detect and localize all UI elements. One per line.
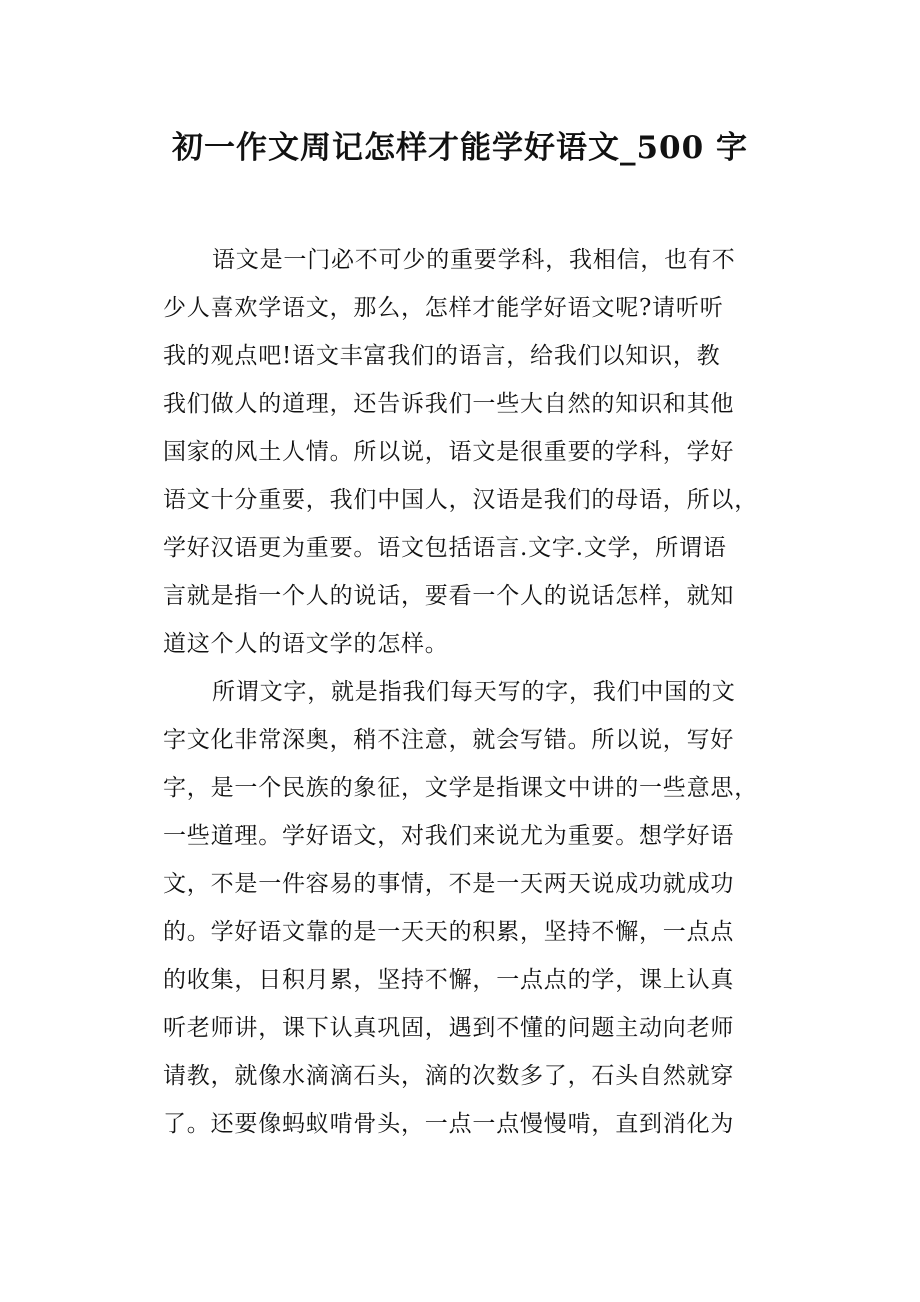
paragraph-2-line: 的。学好语文靠的是一天天的积累，坚持不懈，一点点 [163,919,735,945]
paragraph-1-line: 我的观点吧!语文丰富我们的语言，给我们以知识，教 [163,343,721,369]
paragraph-1-line: 我们做人的道理，还告诉我们一些大自然的知识和其他 [163,391,735,417]
document-body [163,236,763,1148]
paragraph-2-line: 字，是一个民族的象征，文学是指课文中讲的一些意思， [163,775,758,801]
paragraph-1-line: 国家的风土人情。所以说，语文是很重要的学科，学好 [163,439,735,465]
paragraph-2-line: 一些道理。学好语文，对我们来说尤为重要。想学好语 [163,823,735,849]
paragraph-1-line: 少人喜欢学语文，那么，怎样才能学好语文呢?请听听 [163,295,724,321]
paragraph-1-line: 道这个人的语文学的怎样。 [163,631,449,657]
paragraph-1-line: 语文十分重要，我们中国人，汉语是我们的母语，所以， [163,487,758,513]
document-title: 初一作文周记怎样才能学好语文_500 字 [171,130,748,166]
paragraph-1-line: 语文是一门必不可少的重要学科，我相信，也有不 [212,247,736,273]
paragraph-1-line: 学好汉语更为重要。语文包括语言.文字.文学，所谓语 [163,535,727,561]
paragraph-1-line: 言就是指一个人的说话，要看一个人的说话怎样，就知 [163,583,735,609]
paragraph-2-line: 听老师讲，课下认真巩固，遇到不懂的问题主动向老师 [163,1015,735,1041]
paragraph-2-line: 文，不是一件容易的事情，不是一天两天说成功就成功 [163,871,735,897]
paragraph-2-line: 的收集，日积月累，坚持不懈，一点点的学，课上认真 [163,967,735,993]
paragraph-2-line: 所谓文字，就是指我们每天写的字，我们中国的文 [212,679,736,705]
paragraph-2-line: 字文化非常深奥，稍不注意，就会写错。所以说，写好 [163,727,735,753]
paragraph-2-line: 请教，就像水滴滴石头，滴的次数多了，石头自然就穿 [163,1063,735,1089]
paragraph-2-line: 了。还要像蚂蚁啃骨头，一点一点慢慢啃，直到消化为 [163,1111,735,1137]
